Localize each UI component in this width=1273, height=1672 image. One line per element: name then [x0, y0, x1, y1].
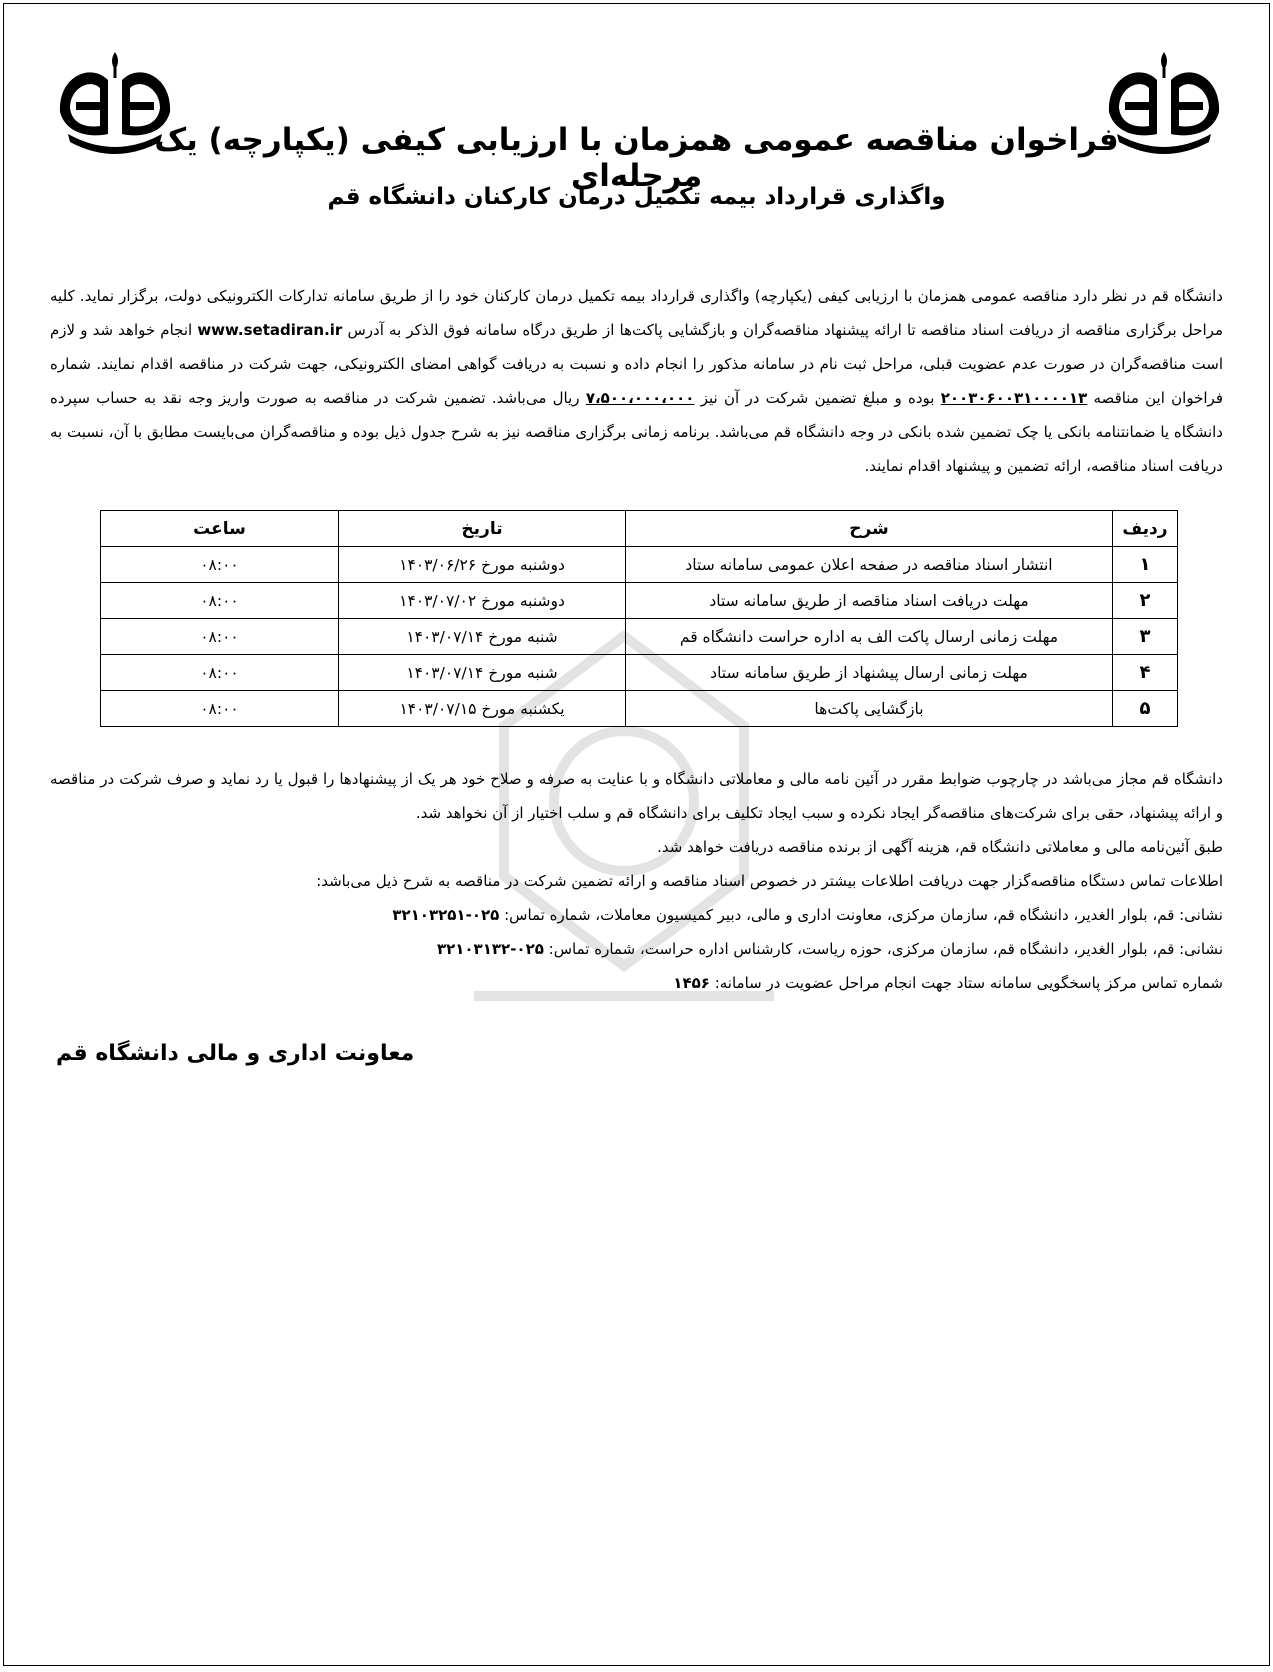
phone-2: ۰۲۵-۳۲۱۰۳۱۳۲ — [436, 940, 544, 958]
notice-title: فراخوان مناقصه عمومی همزمان با ارزیابی کیفی (یکپارچه) یک مرحله‌ای — [154, 122, 1119, 194]
table-row — [101, 691, 1178, 727]
address-1-text: نشانی: قم، بلوار الغدیر، دانشگاه قم، سازمان مرکزی، معاونت اداری و مالی، دبیر کمیسیون معاملات، شماره تماس: — [504, 906, 1223, 924]
setadiran-link[interactable]: www.setadiran.ir — [197, 321, 343, 339]
address-2-text: نشانی: قم، بلوار الغدیر، دانشگاه قم، سازمان مرکزی، حوزه ریاست، کارشناس اداره حراست، شماره تماس: — [548, 940, 1223, 958]
schedule-header-row — [101, 511, 1178, 547]
phone-1: ۰۲۵-۳۲۱۰۳۲۵۱ — [392, 906, 500, 924]
contact-intro: اطلاعات تماس دستگاه مناقصه‌گزار جهت دریافت اطلاعات بیشتر در خصوص اسناد مناقصه و ارائه تضمین شرکت در مناقصه به شرح ذیل می‌باشد: — [316, 872, 1223, 890]
address-line-2 — [50, 932, 1223, 966]
guarantee-amount: ۷،۵۰۰،۰۰۰،۰۰۰ — [585, 389, 695, 407]
row-description: مهلت دریافت اسناد مناقصه از طریق سامانه ستاد — [626, 583, 1113, 619]
table-row — [101, 655, 1178, 691]
row-date: شنبه مورخ ۱۴۰۳/۰۷/۱۴ — [339, 619, 626, 655]
row-date: شنبه مورخ ۱۴۰۳/۰۷/۱۴ — [339, 655, 626, 691]
row-time: ۰۸:۰۰ — [101, 655, 339, 691]
tender-number: ۲۰۰۳۰۶۰۰۳۱۰۰۰۰۱۳ — [940, 389, 1088, 407]
terms-paragraph: دانشگاه قم مجاز می‌باشد در چارچوب ضوابط مقرر در آئین نامه مالی و معاملاتی دانشگاه و با عنایت به صرفه و صلاح خود هر یک از پیشنهادها را قبول یا رد نماید و صرف شرکت در مناقصه و ارائه پیشنهاد، حقی برای شرکت‌های مناقصه‌گر ایجاد نکرده و سبب ایجاد تکلیف برای دانشگاه قم و سلب اختیار از آن نخواهد شد. — [50, 770, 1223, 822]
row-number: ۵ — [1113, 691, 1178, 727]
intro-text-4: ریال می‌باشد. تضمین شرکت در مناقصه به صورت واریز وجه نقد به حساب سپرده دانشگاه یا ضمانتنامه بانکی یا چک تضمین شده بانکی در وجه دانشگاه قم می‌باشد. برنامه زمانی برگزاری مناقصه نیز به شرح جدول ذیل بوده و مناقصه‌گران می‌بایست مطابق با آن، نسبت به دریافت اسناد مناقصه، ارائه تضمین و پیشنهاد اقدام نمایند. — [50, 389, 1223, 475]
support-phone: ۱۴۵۶ — [673, 974, 710, 992]
terms-section — [50, 762, 1223, 1000]
row-description: مهلت زمانی ارسال پیشنهاد از طریق سامانه ستاد — [626, 655, 1113, 691]
row-time: ۰۸:۰۰ — [101, 583, 339, 619]
schedule-table — [100, 510, 1178, 727]
table-row — [101, 619, 1178, 655]
row-date: یکشنبه مورخ ۱۴۰۳/۰۷/۱۵ — [339, 691, 626, 727]
document-page — [3, 3, 1270, 1666]
ad-cost-paragraph: طبق آئین‌نامه مالی و معاملاتی دانشگاه قم، هزینه آگهی از برنده مناقصه دریافت خواهد شد. — [657, 838, 1223, 856]
row-time: ۰۸:۰۰ — [101, 691, 339, 727]
row-description: مهلت زمانی ارسال پاکت الف به اداره حراست دانشگاه قم — [626, 619, 1113, 655]
row-time: ۰۸:۰۰ — [101, 547, 339, 583]
row-date: دوشنبه مورخ ۱۴۰۳/۰۷/۰۲ — [339, 583, 626, 619]
intro-text-3: بوده و مبلغ تضمین شرکت در آن نیز — [700, 389, 935, 407]
header-date: تاریخ — [339, 511, 626, 547]
row-description: بازگشایی پاکت‌ها — [626, 691, 1113, 727]
address-line-1 — [50, 898, 1223, 932]
row-number: ۳ — [1113, 619, 1178, 655]
row-date: دوشنبه مورخ ۱۴۰۳/۰۶/۲۶ — [339, 547, 626, 583]
intro-text-2: انجام خواهد شد و لازم است مناقصه‌گران در صورت عدم عضویت قبلی، مراحل ثبت نام در سامانه مذکور را انجام داده و نسبت به دریافت گواهی امضای الکترونیکی، جهت شرکت در مناقصه اقدام نمایند. شماره فراخوان این مناقصه — [50, 321, 1223, 407]
table-row — [101, 583, 1178, 619]
row-number: ۲ — [1113, 583, 1178, 619]
row-number: ۴ — [1113, 655, 1178, 691]
header-time: ساعت — [101, 511, 339, 547]
signature: معاونت اداری و مالی دانشگاه قم — [56, 1041, 415, 1066]
support-text: شماره تماس مرکز پاسخگویی سامانه ستاد جهت انجام مراحل عضویت در سامانه: — [714, 974, 1223, 992]
intro-paragraph — [50, 279, 1223, 483]
row-number: ۱ — [1113, 547, 1178, 583]
row-time: ۰۸:۰۰ — [101, 619, 339, 655]
table-row — [101, 547, 1178, 583]
intro-text-1: دانشگاه قم در نظر دارد مناقصه عمومی همزمان با ارزیابی کیفی (یکپارچه) واگذاری قرارداد بیمه تکمیل درمان کارکنان خود را از طریق سامانه تدارکات الکترونیکی دولت، برگزار نماید. کلیه مراحل برگزاری مناقصه از دریافت اسناد مناقصه تا ارائه پیشنهاد مناقصه‌گران و بازگشایی پاکت‌ها از طریق درگاه سامانه فوق الذکر به آدرس — [50, 287, 1223, 339]
row-description: انتشار اسناد مناقصه در صفحه اعلان عمومی سامانه ستاد — [626, 547, 1113, 583]
notice-subtitle: واگذاری قرارداد بیمه تکمیل درمان کارکنان دانشگاه قم — [327, 184, 946, 210]
header-description: شرح — [626, 511, 1113, 547]
support-line — [50, 966, 1223, 1000]
header-row-number: ردیف — [1113, 511, 1178, 547]
